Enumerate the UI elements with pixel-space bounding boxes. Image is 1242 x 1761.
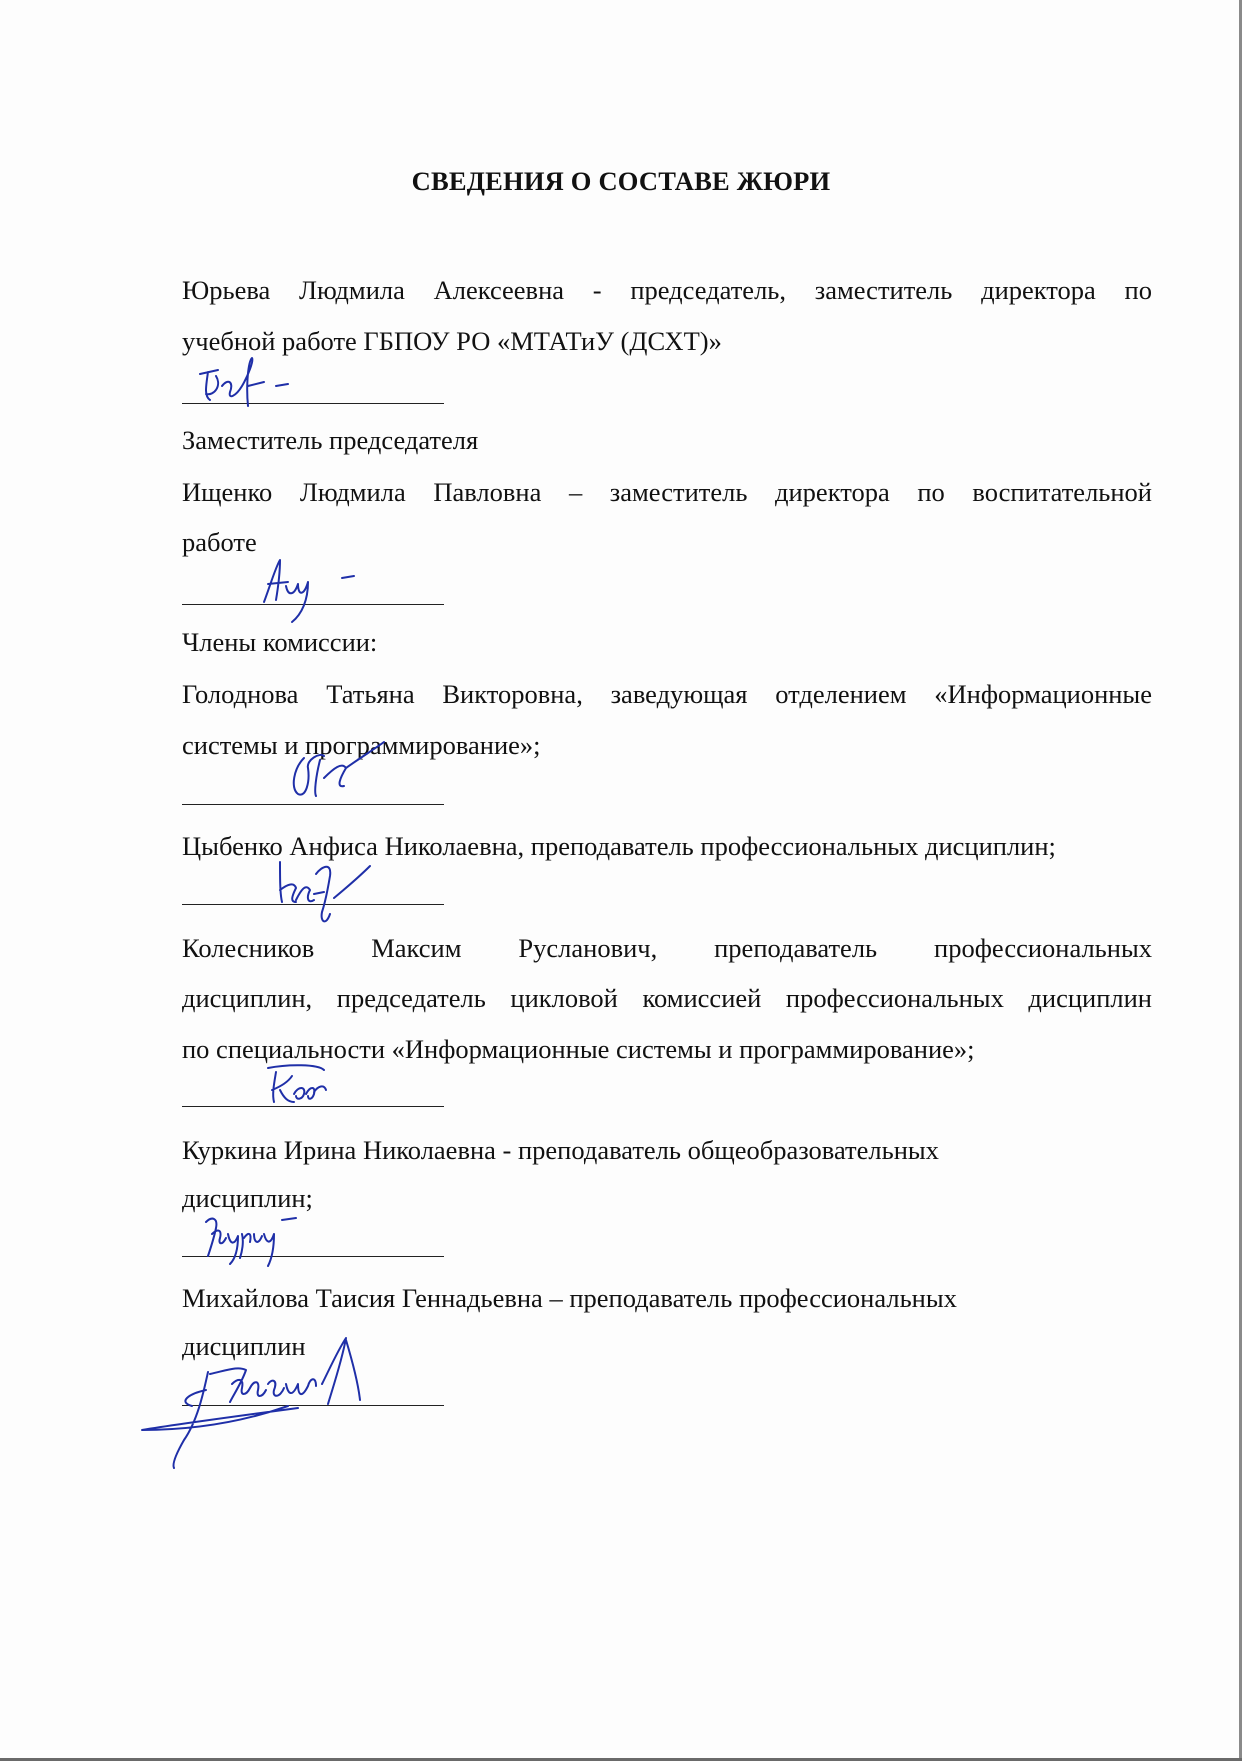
member-5-line-2: дисциплин xyxy=(182,1331,306,1361)
member-1-line-1: Голоднова Татьяна Викторовна, заведующая отделением «Информационные xyxy=(182,679,1152,709)
signature-member-1 xyxy=(280,738,390,808)
member-4-line-1: Куркина Ирина Николаевна - преподаватель общеобразовательных xyxy=(182,1135,939,1165)
member-3-line-1: Колесников Максим Русланович, преподаватель профессиональных xyxy=(182,933,1152,963)
chair-line-2: учебной работе ГБПОУ РО «МТАТиУ (ДСХТ)» xyxy=(182,326,722,356)
document-title: СВЕДЕНИЯ О СОСТАВЕ ЖЮРИ xyxy=(411,166,831,196)
signature-member-5 xyxy=(138,1320,408,1470)
vice-chair-line-1: Ищенко Людмила Павловна – заместитель директора по воспитательной xyxy=(182,477,1152,507)
member-5-line-1: Михайлова Таисия Геннадьевна – преподаватель профессиональных xyxy=(182,1283,957,1313)
signature-chair xyxy=(196,356,306,416)
vice-chair-heading: Заместитель председателя xyxy=(182,425,479,455)
member-1-line-2: системы и программирование»; xyxy=(182,730,541,760)
member-3-line-2: дисциплин, председатель цикловой комиссией профессиональных дисциплин xyxy=(182,983,1152,1013)
member-2-line-1: Цыбенко Анфиса Николаевна, преподаватель профессиональных дисциплин; xyxy=(182,831,1056,861)
signature-member-3 xyxy=(258,1060,348,1120)
members-heading: Члены комиссии: xyxy=(182,627,378,657)
chair-line-1: Юрьева Людмила Алексеевна - председатель, заместитель директора по xyxy=(182,275,1152,305)
member-4-line-2: дисциплин; xyxy=(182,1183,313,1213)
member-3-line-3: по специальности «Информационные системы и программирование»; xyxy=(182,1034,975,1064)
vice-chair-line-2: работе xyxy=(182,527,257,557)
